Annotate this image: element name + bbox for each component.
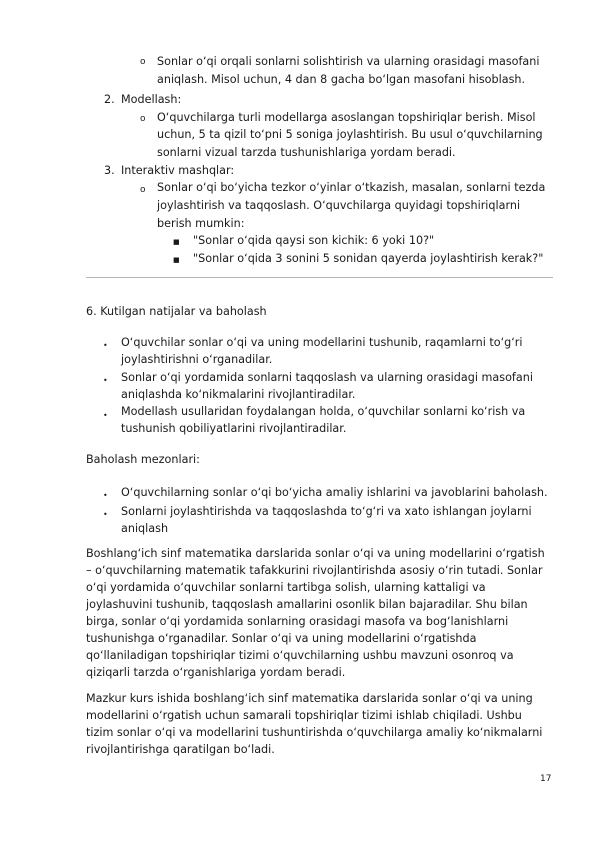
- dot-bullet-icon: •: [103, 411, 108, 420]
- list-item-line: joylashtirishni o‘rganadilar.: [121, 353, 273, 366]
- paragraph-line: modellarini o‘rgatish uchun samarali topshiriqlar tizimi ishlab chiqiladi. Ushbu: [86, 709, 522, 722]
- list-item-line: Sonlar o‘qi yordamida sonlarni taqqoslash va ularning orasidagi masofani: [121, 371, 533, 384]
- paragraph-line: qiziqarli tarzda o‘rganishlariga yordam beradi.: [86, 666, 346, 679]
- circle-bullet-icon: o: [140, 114, 146, 124]
- list-sub-sub-item: "Sonlar o‘qida 3 sonini 5 sonidan qayerda joylashtirish kerak?": [193, 252, 544, 265]
- paragraph-line: joylashuvini tushunib, taqqoslash amallarini osonlik bilan bajaradilar. Shu bilan: [86, 598, 528, 611]
- criteria-heading: Baholash mezonlari:: [86, 453, 200, 466]
- paragraph-line: tizim sonlar o‘qi va modellarini tushuntirishda o‘quvchilarga amaliy ko‘nikmalarni: [86, 726, 543, 739]
- paragraph-line: – o‘quvchilarning matematik tafakkurini rivojlantirishda asosiy o‘rin tutadi. Sonlar: [86, 564, 543, 577]
- paragraph-line: tushunishga o‘rganadilar. Sonlar o‘qi va uning modellarini o‘rgatishda: [86, 632, 477, 645]
- paragraph-line: Boshlang‘ich sinf matematika darslarida sonlar o‘qi va uning modellarini o‘rgatish: [86, 547, 545, 560]
- list-sub-item-line: Sonlar o‘qi orqali sonlarni solishtirish va ularning orasidagi masofani: [157, 55, 540, 68]
- list-item-line: Sonlarni joylashtirishda va taqqoslashda to‘g‘ri va xato ishlangan joylarni: [121, 505, 532, 518]
- list-item-line: Modellash usullaridan foydalangan holda, o‘quvchilar sonlarni ko‘rish va: [121, 405, 526, 418]
- list-number: 3.: [104, 164, 115, 177]
- list-sub-item-line: uchun, 5 ta qizil to‘pni 5 soniga joylashtirish. Bu usul o‘quvchilarning: [157, 128, 543, 141]
- square-bullet-icon: ■: [173, 238, 180, 246]
- list-sub-item-line: joylashtirish va taqqoslash. O‘quvchilarga quyidagi topshiriqlarni: [157, 199, 521, 212]
- paragraph-line: rivojlantirishga qaratilgan bo‘ladi.: [86, 743, 275, 756]
- list-sub-sub-item: "Sonlar o‘qida qaysi son kichik: 6 yoki 10?": [193, 234, 435, 247]
- list-item-line: aniqlash: [121, 522, 169, 535]
- list-sub-item-line: Sonlar o‘qi bo‘yicha tezkor o‘yinlar o‘tkazish, masalan, sonlarni tezda: [157, 181, 546, 194]
- paragraph-line: Mazkur kurs ishida boshlang‘ich sinf matematika darslarida sonlar o‘qi va uning: [86, 692, 533, 705]
- list-item-line: aniqlashda ko‘nikmalarini rivojlantiradilar.: [121, 388, 356, 401]
- list-sub-item-line: sonlarni vizual tarzda tushunishlariga yordam beradi.: [157, 146, 456, 159]
- list-item-title: Modellash:: [121, 93, 182, 106]
- section-heading: 6. Kutilgan natijalar va baholash: [86, 305, 267, 318]
- list-item-line: O‘quvchilarning sonlar o‘qi bo‘yicha amaliy ishlarini va javoblarini baholash.: [121, 486, 548, 499]
- square-bullet-icon: ■: [173, 256, 180, 264]
- horizontal-divider: [86, 277, 553, 278]
- paragraph-line: birga, sonlar o‘qi yordamida sonlarning orasidagi masofa va bog‘lanishlarni: [86, 615, 509, 628]
- dot-bullet-icon: •: [103, 341, 108, 350]
- list-sub-item-line: aniqlash. Misol uchun, 4 dan 8 gacha bo‘lgan masofani hisoblash.: [157, 73, 526, 86]
- list-number: 2.: [104, 93, 115, 106]
- paragraph-line: o‘qi yordamida o‘quvchilar sonlarni tartibga solish, ularning kattaligi va: [86, 581, 486, 594]
- list-item-line: O‘quvchilar sonlar o‘qi va uning modellarini tushunib, raqamlarni to‘g‘ri: [121, 336, 523, 349]
- circle-bullet-icon: o: [140, 57, 146, 67]
- circle-bullet-icon: o: [140, 185, 146, 195]
- list-sub-item-line: berish mumkin:: [157, 217, 245, 230]
- list-item-title: Interaktiv mashqlar:: [121, 164, 235, 177]
- dot-bullet-icon: •: [103, 510, 108, 519]
- list-item-line: tushunish qobiliyatlarini rivojlantiradilar.: [121, 422, 347, 435]
- dot-bullet-icon: •: [103, 376, 108, 385]
- dot-bullet-icon: •: [103, 491, 108, 500]
- list-sub-item-line: O‘quvchilarga turli modellarga asoslangan topshiriqlar berish. Misol: [157, 111, 536, 124]
- page-number: 17: [540, 774, 552, 784]
- paragraph-line: qo‘llaniladigan topshiriqlar tizimi o‘quvchilarning ushbu mavzuni osonroq va: [86, 649, 514, 662]
